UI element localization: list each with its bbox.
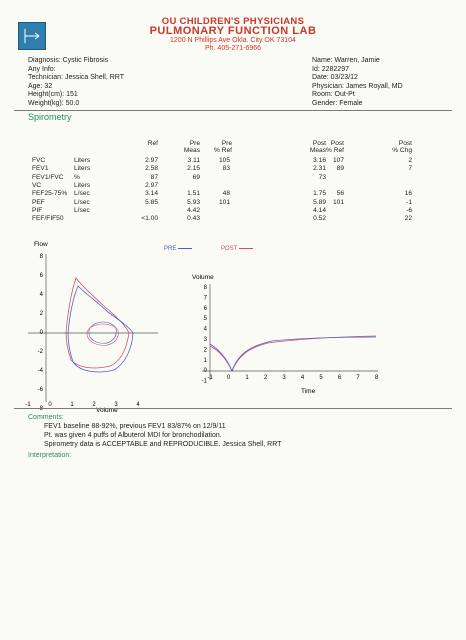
patient-id: Id: 2282297 [312, 65, 349, 73]
logo-icon [19, 23, 45, 49]
col-header-pre-meas: Pre Meas [183, 140, 200, 154]
flow-volume-chart [18, 238, 168, 418]
patient-info-right [312, 57, 403, 109]
tick-label: -6 [37, 387, 43, 393]
tick-label: 0 [203, 368, 207, 375]
interpretation-title: Interpretation: [28, 452, 72, 459]
tick-label: -8 [37, 406, 43, 412]
tick-label: 2 [263, 375, 268, 381]
divider [14, 110, 452, 111]
tick-label: 0 [39, 330, 43, 336]
height: Height(cm): 151 [28, 91, 78, 99]
tick-label: 6 [203, 305, 207, 312]
comment-line: Pt. was given 4 puffs of Albuterol MDI for bronchodilation. [44, 432, 222, 439]
tick-label: 8 [39, 254, 43, 260]
tick-label: 1 [245, 375, 249, 381]
tick-label: 4 [136, 402, 140, 408]
legend-pre [164, 246, 192, 252]
cell-unit: L/sec [74, 198, 90, 206]
cell-post-chg: -1 [406, 198, 412, 206]
tick-label: 2 [39, 311, 43, 317]
lab-logo [18, 22, 46, 50]
comment-line: FEV1 baseline 88-92%, previous FEV1 83/87% on 12/9/11 [44, 423, 226, 430]
col-header-post-chg: Post % Chg [392, 140, 412, 154]
cell-param: FEV1/FVC [32, 173, 64, 181]
cell-ref: 5.85 [145, 198, 158, 206]
tick-label: -1 [207, 375, 213, 381]
cell-pre-pct: 101 [218, 198, 230, 206]
lab-name: PULMONARY FUNCTION LAB [149, 25, 317, 37]
tick-label: 8 [203, 285, 207, 291]
tick-label: -2 [37, 349, 43, 355]
tick-label: 6 [337, 375, 342, 381]
lab-phone: Ph. 405-271-6966 [204, 45, 262, 52]
cell-post-chg: -6 [406, 206, 412, 214]
cell-post-chg: 2 [408, 157, 412, 164]
cell-pre-meas: 4.42 [187, 206, 200, 214]
tick-label: 5 [319, 375, 323, 381]
cell-post-pct: 107 [332, 157, 344, 164]
tick-label: 4 [39, 292, 43, 298]
cell-post-chg: 16 [404, 190, 412, 198]
diagnosis: Diagnosis: Cystic Fibrosis [28, 57, 109, 64]
tick-label: 2 [203, 347, 207, 354]
cell-param: VC [32, 181, 42, 189]
post-volume-curve [210, 336, 376, 371]
cell-param: FEF25-75% [32, 190, 68, 198]
cell-post-meas: 3.16 [313, 157, 326, 164]
cell-post-pct: 89 [336, 165, 344, 173]
cell-param: PIF [32, 206, 43, 214]
tick-label: 6 [39, 273, 43, 279]
cell-ref: 2.97 [145, 181, 158, 189]
tick-label: -4 [37, 368, 43, 374]
cell-ref: <1.00 [141, 215, 158, 223]
cell-pre-meas: 1.51 [187, 190, 200, 198]
legend-pre-label: PRE [164, 246, 177, 252]
pre-loop [68, 286, 133, 372]
gender: Gender: Female [312, 99, 363, 107]
cell-post-chg: 7 [408, 165, 412, 173]
cell-pre-meas: 5.93 [187, 198, 200, 206]
cell-unit: L/sec [74, 206, 90, 214]
tick-label: 4 [300, 375, 305, 381]
tick-label: 2 [92, 402, 96, 408]
tick-label: 4 [203, 326, 207, 333]
col-header-post-meas: Post Meas [309, 140, 326, 154]
cell-post-meas: 1.75 [313, 190, 326, 198]
tick-label: -1 [201, 378, 207, 385]
cell-pre-meas: 3.11 [187, 157, 200, 164]
room: Room: Out-Pt [312, 91, 355, 99]
cell-pre-pct: 105 [218, 157, 230, 164]
cell-pre-meas: 0.43 [187, 215, 200, 223]
clinic-name: OU CHILDREN'S PHYSICIANS [161, 16, 305, 27]
volume-time-chart [188, 270, 388, 400]
cell-post-pct: 56 [336, 190, 344, 198]
cell-pre-meas: 69 [192, 173, 200, 181]
volume-axis-label: Volume [192, 274, 214, 281]
patient-name: Name: Warren, Jamie [312, 57, 380, 64]
cell-ref: 2.58 [145, 165, 158, 173]
technician: Technician: Jessica Shell, RRT [28, 74, 124, 82]
tick-label: 0 [48, 402, 52, 408]
col-header-ref: Ref [147, 140, 158, 147]
cell-pre-pct: 48 [222, 190, 230, 198]
cell-unit: Liters [74, 157, 91, 164]
cell-ref: 2.97 [145, 157, 158, 164]
section-title-spirometry: Spirometry [28, 112, 72, 122]
cell-unit: Liters [74, 165, 91, 173]
cell-post-meas: 73 [318, 173, 326, 181]
cell-post-pct: 101 [332, 198, 344, 206]
cell-ref: 87 [150, 173, 158, 181]
weight: Weight(kg): 50.0 [28, 99, 80, 107]
tick-label: 7 [203, 295, 207, 302]
tick-label: 0 [226, 375, 231, 381]
cell-post-meas: 0.52 [313, 215, 326, 223]
legend-post [221, 246, 253, 252]
cell-post-meas: 2.31 [313, 165, 326, 173]
flow-volume-xlabel: Volume [96, 407, 118, 414]
tick-label: 7 [356, 375, 360, 381]
comments-title: Comments: [28, 414, 64, 421]
cell-param: FVC [32, 157, 46, 164]
cell-unit: Liters [74, 181, 91, 189]
cell-post-chg: 22 [404, 215, 412, 223]
legend-post-label: POST [221, 246, 238, 252]
cell-param: PEF [32, 198, 45, 206]
tick-label: 1 [203, 357, 207, 364]
pre-volume-curve [210, 337, 376, 371]
tick-label: -1 [25, 402, 31, 408]
cell-pre-pct: 83 [222, 165, 230, 173]
legend-post-line [239, 248, 253, 249]
cell-post-meas: 4.14 [313, 206, 326, 214]
divider [14, 408, 452, 409]
test-date: Date: 03/23/12 [312, 74, 358, 82]
cell-param: FEF/FIF50 [32, 215, 64, 223]
cell-unit: L/sec [74, 190, 90, 198]
cell-ref: 3.14 [145, 190, 158, 198]
any-info: Any Info: [28, 65, 56, 73]
tick-label: 8 [374, 375, 379, 381]
volume-time-xlabel: Time [301, 388, 316, 395]
col-header-post-pct: Post % Ref [326, 140, 344, 154]
tick-label: 3 [114, 402, 118, 408]
post-tidal-loop [87, 324, 118, 345]
comment-line: Spirometry data is ACCEPTABLE and REPRODUCIBLE. Jessica Shell, RRT [44, 441, 282, 448]
tick-label: 1 [70, 402, 74, 408]
tick-label: 3 [203, 337, 207, 343]
legend-pre-line [178, 248, 192, 249]
tick-label: 3 [282, 375, 286, 381]
tick-label: 5 [203, 316, 207, 323]
cell-unit: % [74, 173, 80, 181]
lab-address: 1200 N Phillips Ave Okla. City OK 73104 [170, 37, 296, 44]
flow-axis-label: Flow [34, 241, 48, 248]
cell-param: FEV1 [32, 165, 49, 173]
col-header-pre-pct: Pre % Ref [214, 140, 232, 154]
cell-pre-meas: 2.15 [187, 165, 200, 173]
physician: Physician: James Royall, MD [312, 82, 403, 90]
age: Age: 32 [28, 82, 53, 90]
patient-info-left [28, 57, 124, 109]
cell-post-meas: 5.89 [313, 198, 326, 206]
